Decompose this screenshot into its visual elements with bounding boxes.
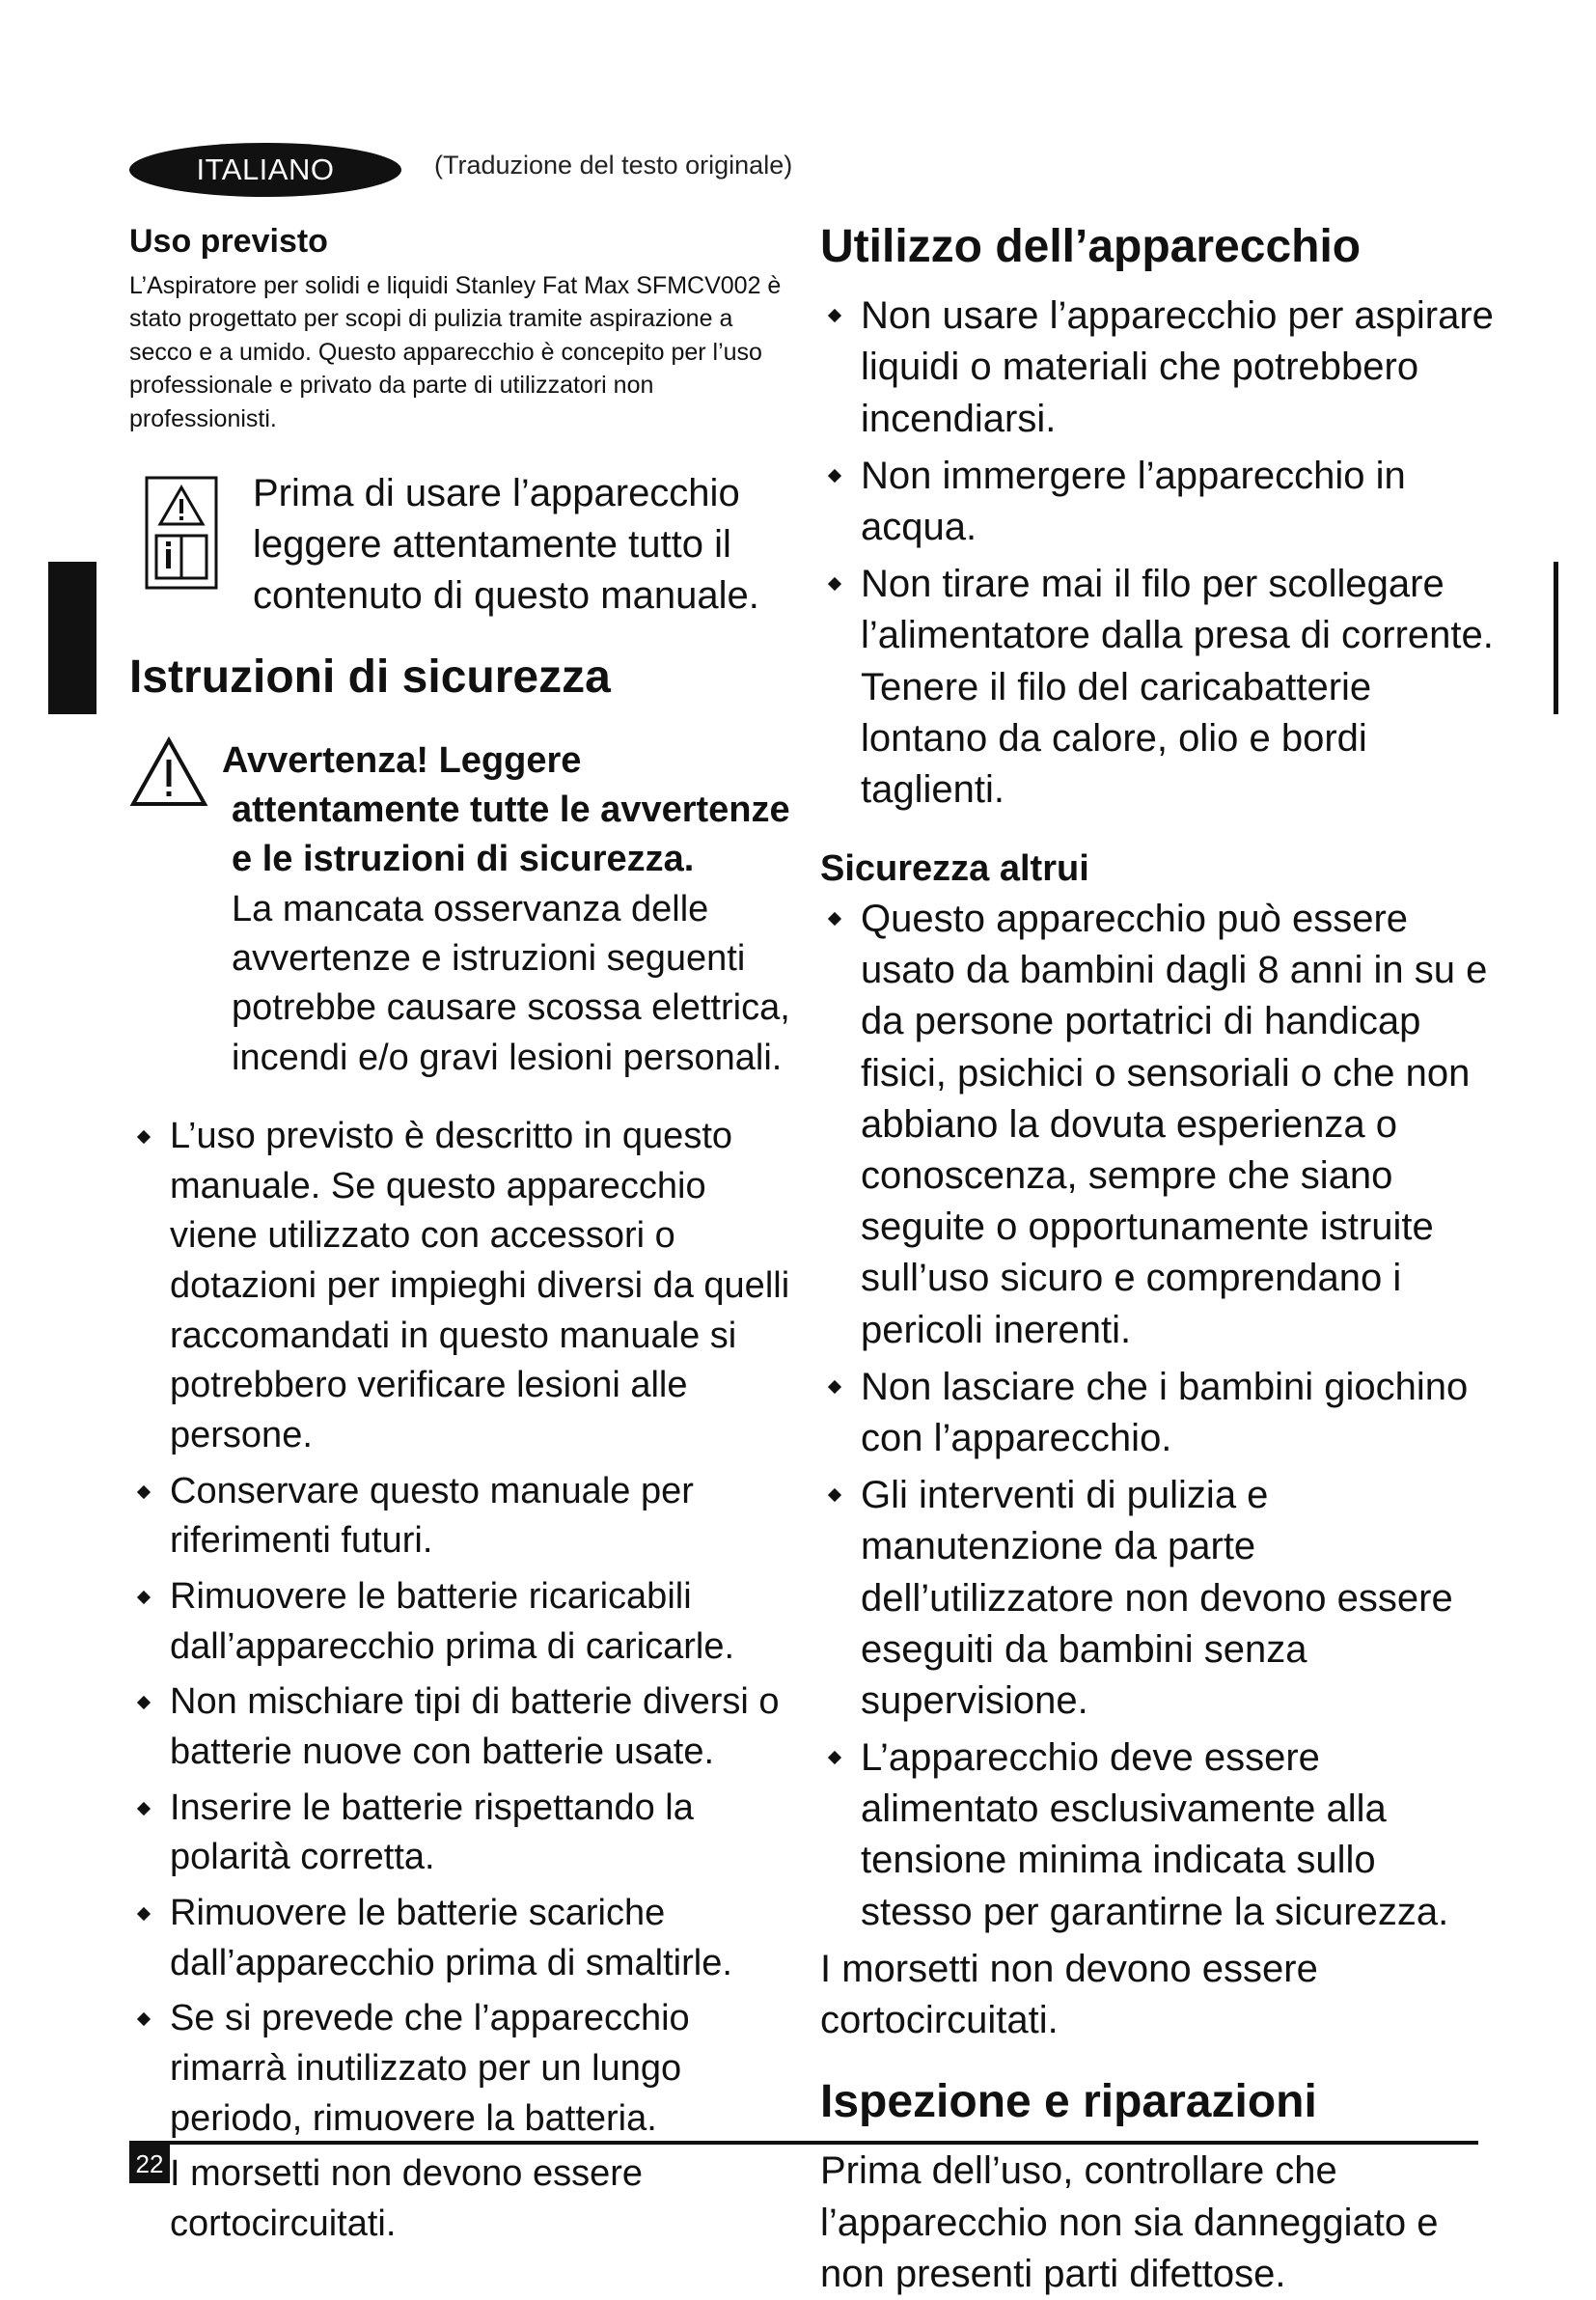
- general-warning: [129, 736, 795, 1083]
- safety-bullet-list: [129, 1112, 795, 2250]
- inspection-text: Prima dell’uso, controllare che l’apparecchio non sia danneggiato e non presenti parti difettose.: [820, 2149, 1439, 2295]
- list-item: I morsetti non devono essere cortocircuitati.: [129, 2149, 795, 2249]
- bullet-icon: [137, 1696, 151, 1709]
- section-tab-marker: [48, 562, 96, 714]
- read-manual-icon: [145, 476, 218, 590]
- inspection-heading: Ispezione e riparazioni: [820, 2076, 1317, 2128]
- left-column: [129, 222, 795, 2256]
- list-item: Non lasciare che i bambini giochino con l’apparecchio.: [820, 1362, 1496, 1464]
- list-item: Non usare l’apparecchio per aspirare liquidi o materiali che potrebbero incendiarsi.: [820, 291, 1496, 445]
- usage-bullet-list: [820, 291, 1496, 816]
- margin-marker: [1554, 562, 1558, 714]
- list-item: Conservare questo manuale per riferimenti futuri.: [129, 1467, 795, 1566]
- page-number: 22: [129, 2145, 170, 2183]
- bullet-icon: [828, 1380, 841, 1394]
- list-item: Inserire le batterie rispettando la polarità corretta.: [129, 1784, 795, 1883]
- bullet-icon: [137, 2012, 151, 2026]
- bullet-icon: [137, 1802, 151, 1815]
- usage-heading: Utilizzo dell’apparecchio: [820, 221, 1362, 272]
- bullet-icon: [828, 1488, 841, 1502]
- others-safety-bullet-list: [820, 894, 1496, 1938]
- list-item: Rimuovere le batterie scariche dall’apparecchio prima di smaltirle.: [129, 1889, 795, 1988]
- read-manual-text: Prima di usare l’apparecchio leggere attentamente tutto il contenuto di questo manuale.: [253, 472, 759, 617]
- read-manual-notice: [129, 468, 795, 621]
- bullet-icon: [828, 912, 841, 926]
- bullet-icon: [828, 577, 841, 591]
- list-item: Non tirare mai il filo per scollegare l’alimentatore dalla presa di corrente. Tenere il filo del caricabatterie lontano da calore, olio e bordi taglienti.: [820, 559, 1496, 816]
- warning-body: La mancata osservanza delle avvertenze e istruzioni seguenti potrebbe causare scossa elettrica, incendi e/o gravi lesioni personali.: [232, 888, 790, 1078]
- warning-triangle-icon: [129, 736, 208, 808]
- bullet-icon: [137, 1591, 151, 1604]
- footer-divider: [129, 2141, 1478, 2145]
- translation-note: (Traduzione del testo originale): [434, 151, 793, 180]
- list-item: Gli interventi di pulizia e manutenzione da parte dell’utilizzatore non devono essere eseguiti da bambini senza supervisione.: [820, 1470, 1496, 1727]
- intended-use-text: L’Aspiratore per solidi e liquidi Stanley Fat Max SFMCV002 è stato progettato per scopi di pulizia tramite aspirazione a secco e a umido. Questo apparecchio è concepito per l’uso professionale e privato da parte di utilizzatori non professionisti.: [129, 271, 782, 432]
- bullet-icon: [828, 309, 841, 322]
- list-item: L’apparecchio deve essere alimentato esclusivamente alla tensione minima indicata sullo stesso per garantirne la sicurezza.: [820, 1732, 1496, 1938]
- language-badge: ITALIANO: [129, 143, 401, 197]
- bullet-icon: [137, 1130, 151, 1144]
- bullet-icon: [828, 1751, 841, 1764]
- list-item: Rimuovere le batterie ricaricabili dall’apparecchio prima di caricarle.: [129, 1572, 795, 1672]
- others-safety-heading: Sicurezza altrui: [820, 848, 1089, 890]
- list-item: Questo apparecchio può essere usato da bambini dagli 8 anni in su e da persone portatrici di handicap fisici, psichici o sensoriali o che non abbiano la dovuta esperienza o conoscenza, sempre che siano seguite o opportunamente istruite sull’uso sicuro e comprendano i pericoli inerenti.: [820, 894, 1496, 1356]
- warning-heading-line1: Avvertenza! Leggere: [222, 739, 582, 781]
- right-column: [820, 220, 1496, 2300]
- safety-instructions-heading: Istruzioni di sicurezza: [129, 651, 611, 703]
- bullet-icon: [137, 1485, 151, 1499]
- intended-use-heading: Uso previsto: [129, 223, 328, 260]
- list-item: Non immergere l’apparecchio in acqua.: [820, 451, 1496, 553]
- list-item: L’uso previsto è descritto in questo manuale. Se questo apparecchio viene utilizzato con accessori o dotazioni per impieghi diversi da quelli raccomandati in questo manuale si potrebbero verificare lesioni alle persone.: [129, 1112, 795, 1461]
- warning-heading: [222, 736, 795, 885]
- warning-heading-line2: attentamente tutte le avvertenze e le istruzioni di sicurezza.: [232, 790, 790, 880]
- bullet-icon: [828, 469, 841, 483]
- list-item: Non mischiare tipi di batterie diversi o batterie nuove con batterie usate.: [129, 1677, 795, 1777]
- terminals-note: I morsetti non devono essere cortocircuitati.: [820, 1947, 1318, 2041]
- list-item: Se si prevede che l’apparecchio rimarrà inutilizzato per un lungo periodo, rimuovere la batteria.: [129, 1994, 795, 2144]
- bullet-icon: [137, 1907, 151, 1921]
